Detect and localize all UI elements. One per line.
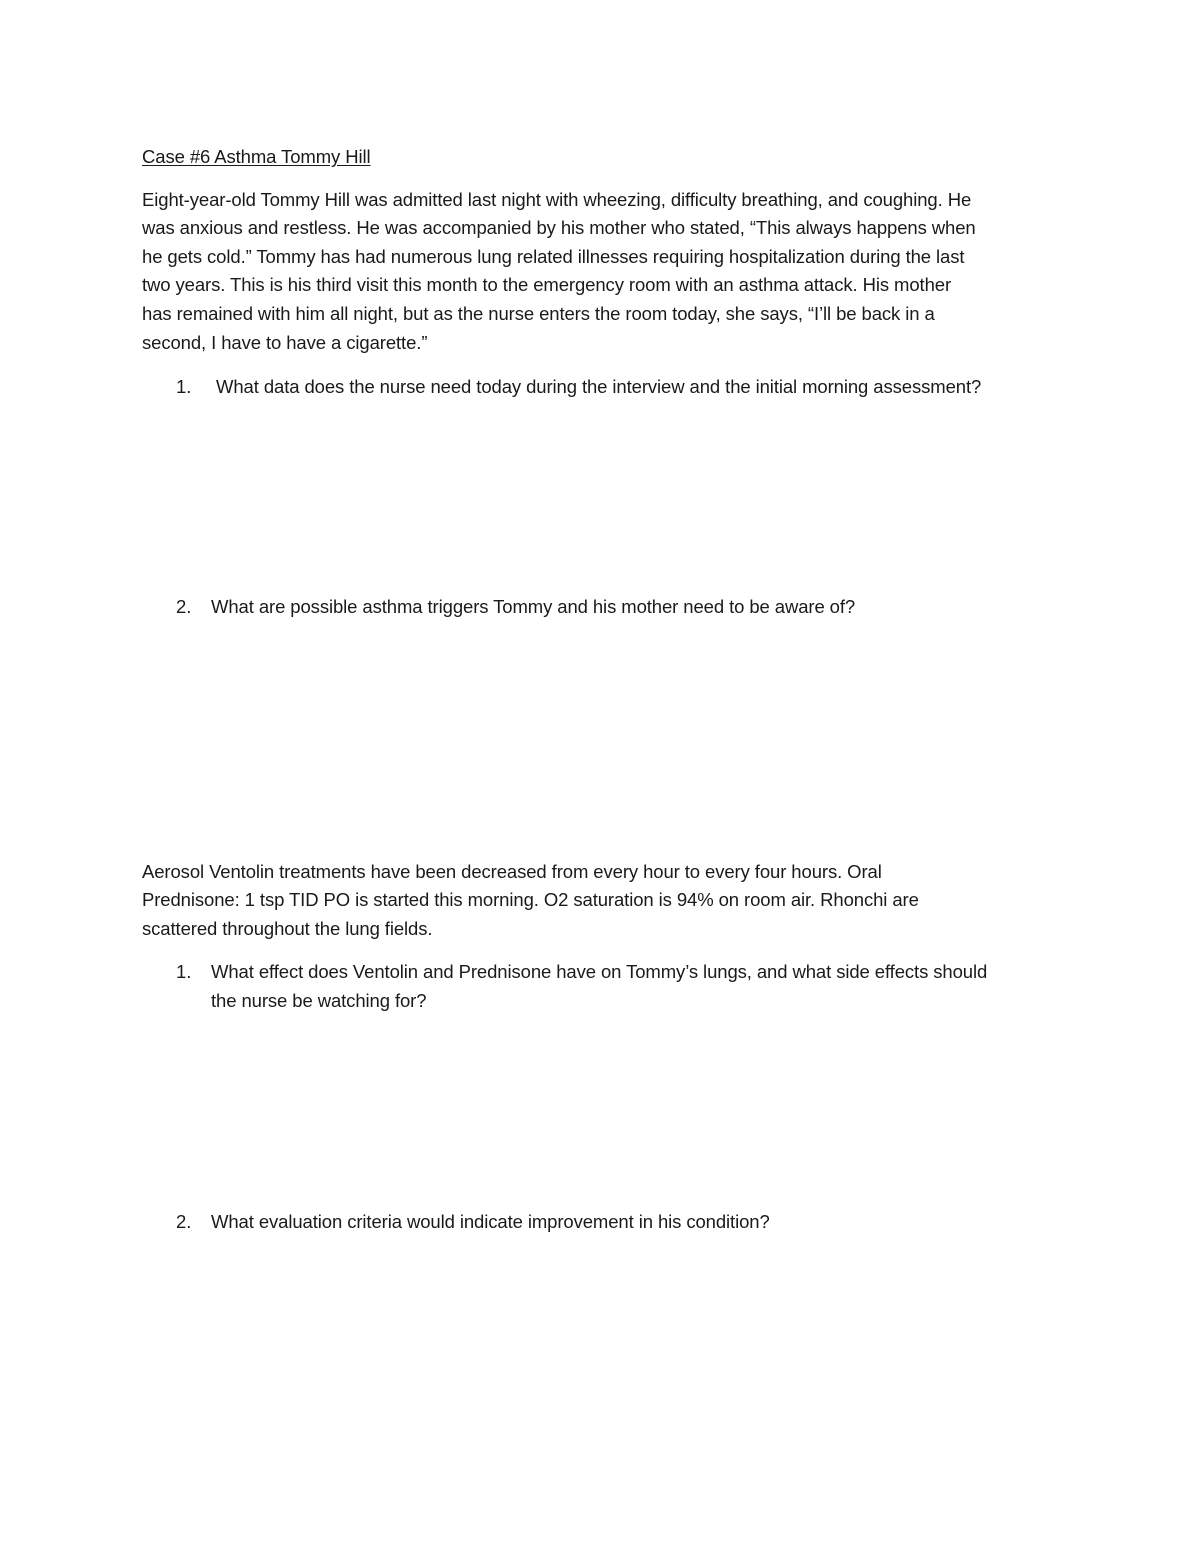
- question-text: What are possible asthma triggers Tommy and his mother need to be aware of?: [211, 596, 856, 617]
- intro-line: was anxious and restless. He was accompanied by his mother who stated, “This always happens when: [142, 217, 976, 238]
- question-text: What evaluation criteria would indicate improvement in his condition?: [211, 1211, 770, 1232]
- question-number: 1.: [176, 961, 192, 982]
- case-title: Case #6 Asthma Tommy Hill: [142, 146, 371, 167]
- intro-line: Eight-year-old Tommy Hill was admitted last night with wheezing, difficulty breathing, and coughing. He: [142, 189, 972, 210]
- update-line: scattered throughout the lung fields.: [142, 918, 433, 939]
- question-number: 2.: [176, 1211, 192, 1232]
- intro-line: he gets cold.” Tommy has had numerous lung related illnesses requiring hospitalization during the last: [142, 246, 965, 267]
- question-text: What data does the nurse need today during the interview and the initial morning assessment?: [216, 376, 982, 397]
- intro-line: has remained with him all night, but as the nurse enters the room today, she says, “I’ll be back in a: [142, 303, 935, 324]
- question-text: the nurse be watching for?: [211, 990, 427, 1011]
- update-line: Prednisone: 1 tsp TID PO is started this morning. O2 saturation is 94% on room air. Rhonchi are: [142, 889, 919, 910]
- question-number: 1.: [176, 376, 192, 397]
- question-text: What effect does Ventolin and Prednisone have on Tommy’s lungs, and what side effects should: [211, 961, 988, 982]
- intro-line: second, I have to have a cigarette.”: [142, 332, 428, 353]
- question-number: 2.: [176, 596, 192, 617]
- update-line: Aerosol Ventolin treatments have been decreased from every hour to every four hours. Oral: [142, 861, 882, 882]
- intro-line: two years. This is his third visit this month to the emergency room with an asthma attack. His mother: [142, 274, 952, 295]
